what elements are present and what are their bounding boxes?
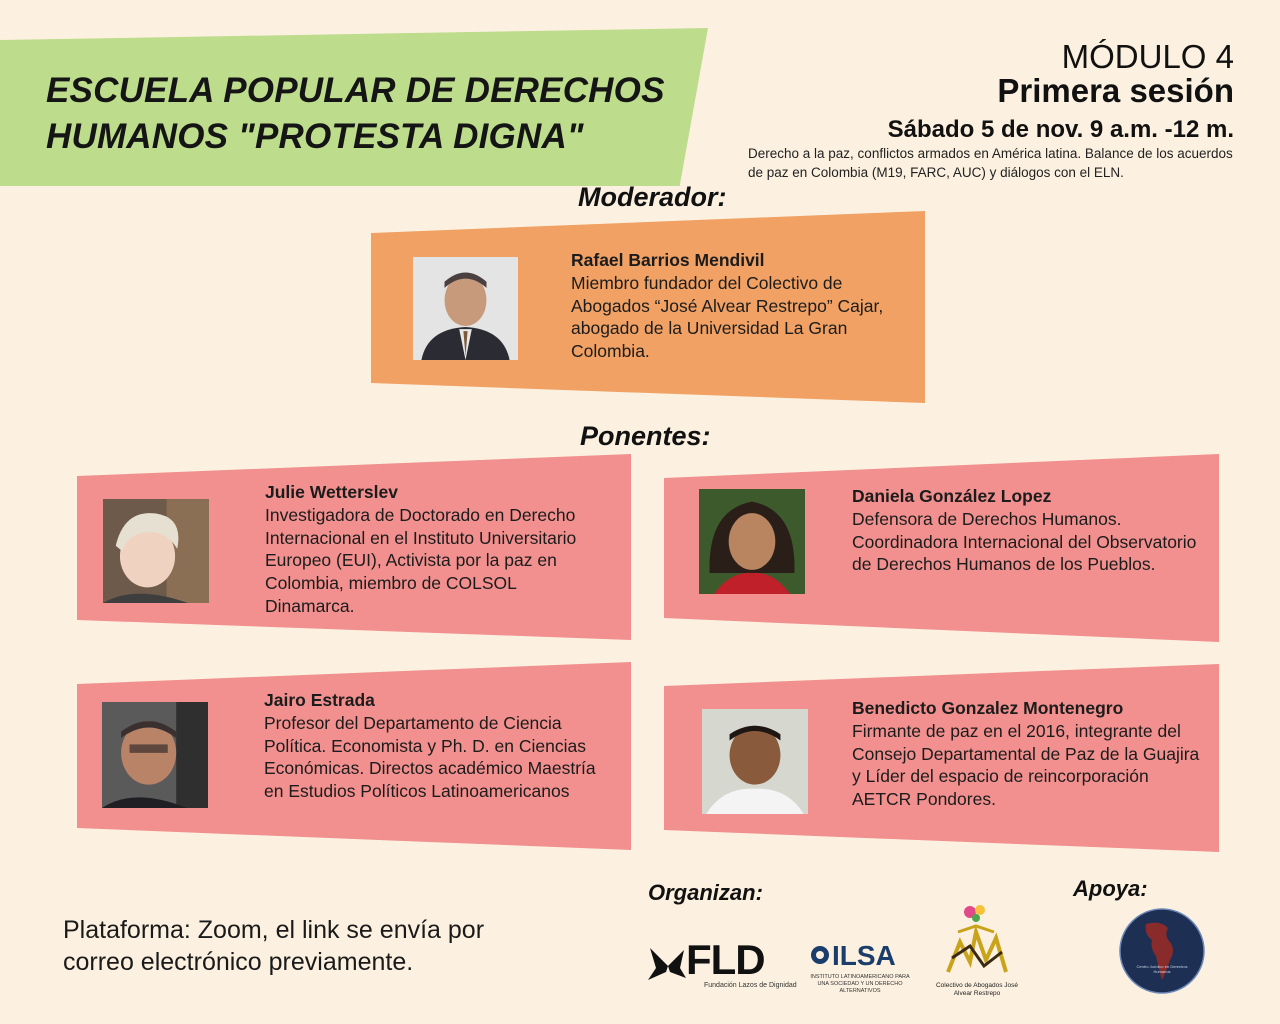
speaker-name: Benedicto Gonzalez Montenegro	[852, 698, 1124, 718]
event-title-line-1: ESCUELA POPULAR DE DERECHOS	[46, 71, 665, 110]
moderator-bio	[571, 249, 906, 363]
americas-globe-icon	[1116, 906, 1208, 996]
fld-logo-text: FLD	[686, 936, 765, 983]
fld-logo	[648, 936, 797, 990]
speaker-card-1	[77, 454, 631, 640]
moderator-photo	[413, 257, 518, 360]
speaker-description: Defensora de Derechos Humanos. Coordinadora Internacional del Observatorio de Derechos Humanos de los Pueblos.	[852, 508, 1197, 575]
speaker-card-2	[664, 454, 1219, 642]
platform-info: Plataforma: Zoom, el link se envía por correo electrónico previamente.	[63, 916, 485, 976]
speaker-photo-daniela	[699, 489, 805, 594]
speaker-description: Firmante de paz en el 2016, integrante del Consejo Departamental de Paz de la Guajira y Líder del espacio de reincorporación AETCR Pondores.	[852, 720, 1200, 810]
ilsa-logo-subtitle: INSTITUTO LATINOAMERICANO PARA UNA SOCIEDAD Y UN DERECHO ALTERNATIVOS	[810, 974, 910, 994]
cajar-emblem-icon	[940, 902, 1012, 982]
speaker-name: Julie Wetterslev	[265, 482, 398, 502]
module-info	[888, 40, 1234, 144]
support-heading: Apoya:	[1073, 876, 1148, 901]
session-date: Sábado 5 de nov. 9 a.m. -12 m.	[887, 116, 1234, 143]
organizers-heading: Organizan:	[648, 880, 763, 905]
speaker-card-3	[77, 662, 631, 850]
speaker-bio-2	[852, 485, 1202, 576]
cajar-logo-subtitle: Colectivo de Abogados José Alvear Restrepo	[935, 982, 1019, 997]
speaker-bio-1	[265, 481, 605, 618]
support-logo	[1116, 906, 1208, 996]
speaker-photo-julie	[103, 499, 209, 603]
fld-logo-subtitle: Fundación Lazos de Dignidad	[704, 982, 797, 989]
moderator-description: Miembro fundador del Colectivo de Abogados “José Alvear Restrepo” Cajar, abogado de la Universidad La Gran Colombia.	[571, 272, 884, 362]
ilsa-logo	[810, 940, 914, 994]
module-title: MÓDULO 4	[1061, 38, 1234, 75]
module-description: Derecho a la paz, conflictos armados en América latina. Balance de los acuerdos de paz en Colombia (M19, FARC, AUC) y diálogos con el ELN.	[748, 146, 1233, 180]
moderator-heading: Moderador:	[578, 182, 727, 212]
support-logo-subtitle: Centro Jurídico en Derechos Humanos	[1136, 964, 1188, 974]
speaker-bio-4	[852, 697, 1202, 811]
speaker-description: Investigadora de Doctorado en Derecho Internacional en el Instituto Universitario Europeo (EUI), Activista por la paz en Colombia, miembro de COLSOL Dinamarca.	[265, 504, 577, 616]
session-label: Primera sesión	[997, 72, 1234, 109]
speaker-name: Daniela González Lopez	[852, 486, 1052, 506]
moderator-card	[371, 211, 925, 403]
cajar-logo	[935, 902, 1019, 1002]
event-title-line-2: HUMANOS "PROTESTA DIGNA"	[46, 117, 584, 156]
speaker-card-4	[664, 664, 1219, 852]
speaker-photo-jairo	[102, 702, 208, 808]
butterfly-icon	[648, 944, 688, 984]
speaker-photo-benedicto	[702, 709, 808, 814]
speaker-bio-3	[264, 689, 604, 803]
event-title	[46, 68, 696, 160]
moderator-name: Rafael Barrios Mendivil	[571, 250, 765, 270]
speaker-description: Profesor del Departamento de Ciencia Política. Economista y Ph. D. en Ciencias Económicas. Directos académico Maestría en Estudios Políticos Latinoamericanos	[264, 712, 596, 802]
ilsa-circle-icon	[810, 945, 830, 965]
speaker-name: Jairo Estrada	[264, 690, 375, 710]
ilsa-logo-text: ILSA	[832, 940, 896, 971]
speakers-heading: Ponentes:	[580, 421, 711, 451]
